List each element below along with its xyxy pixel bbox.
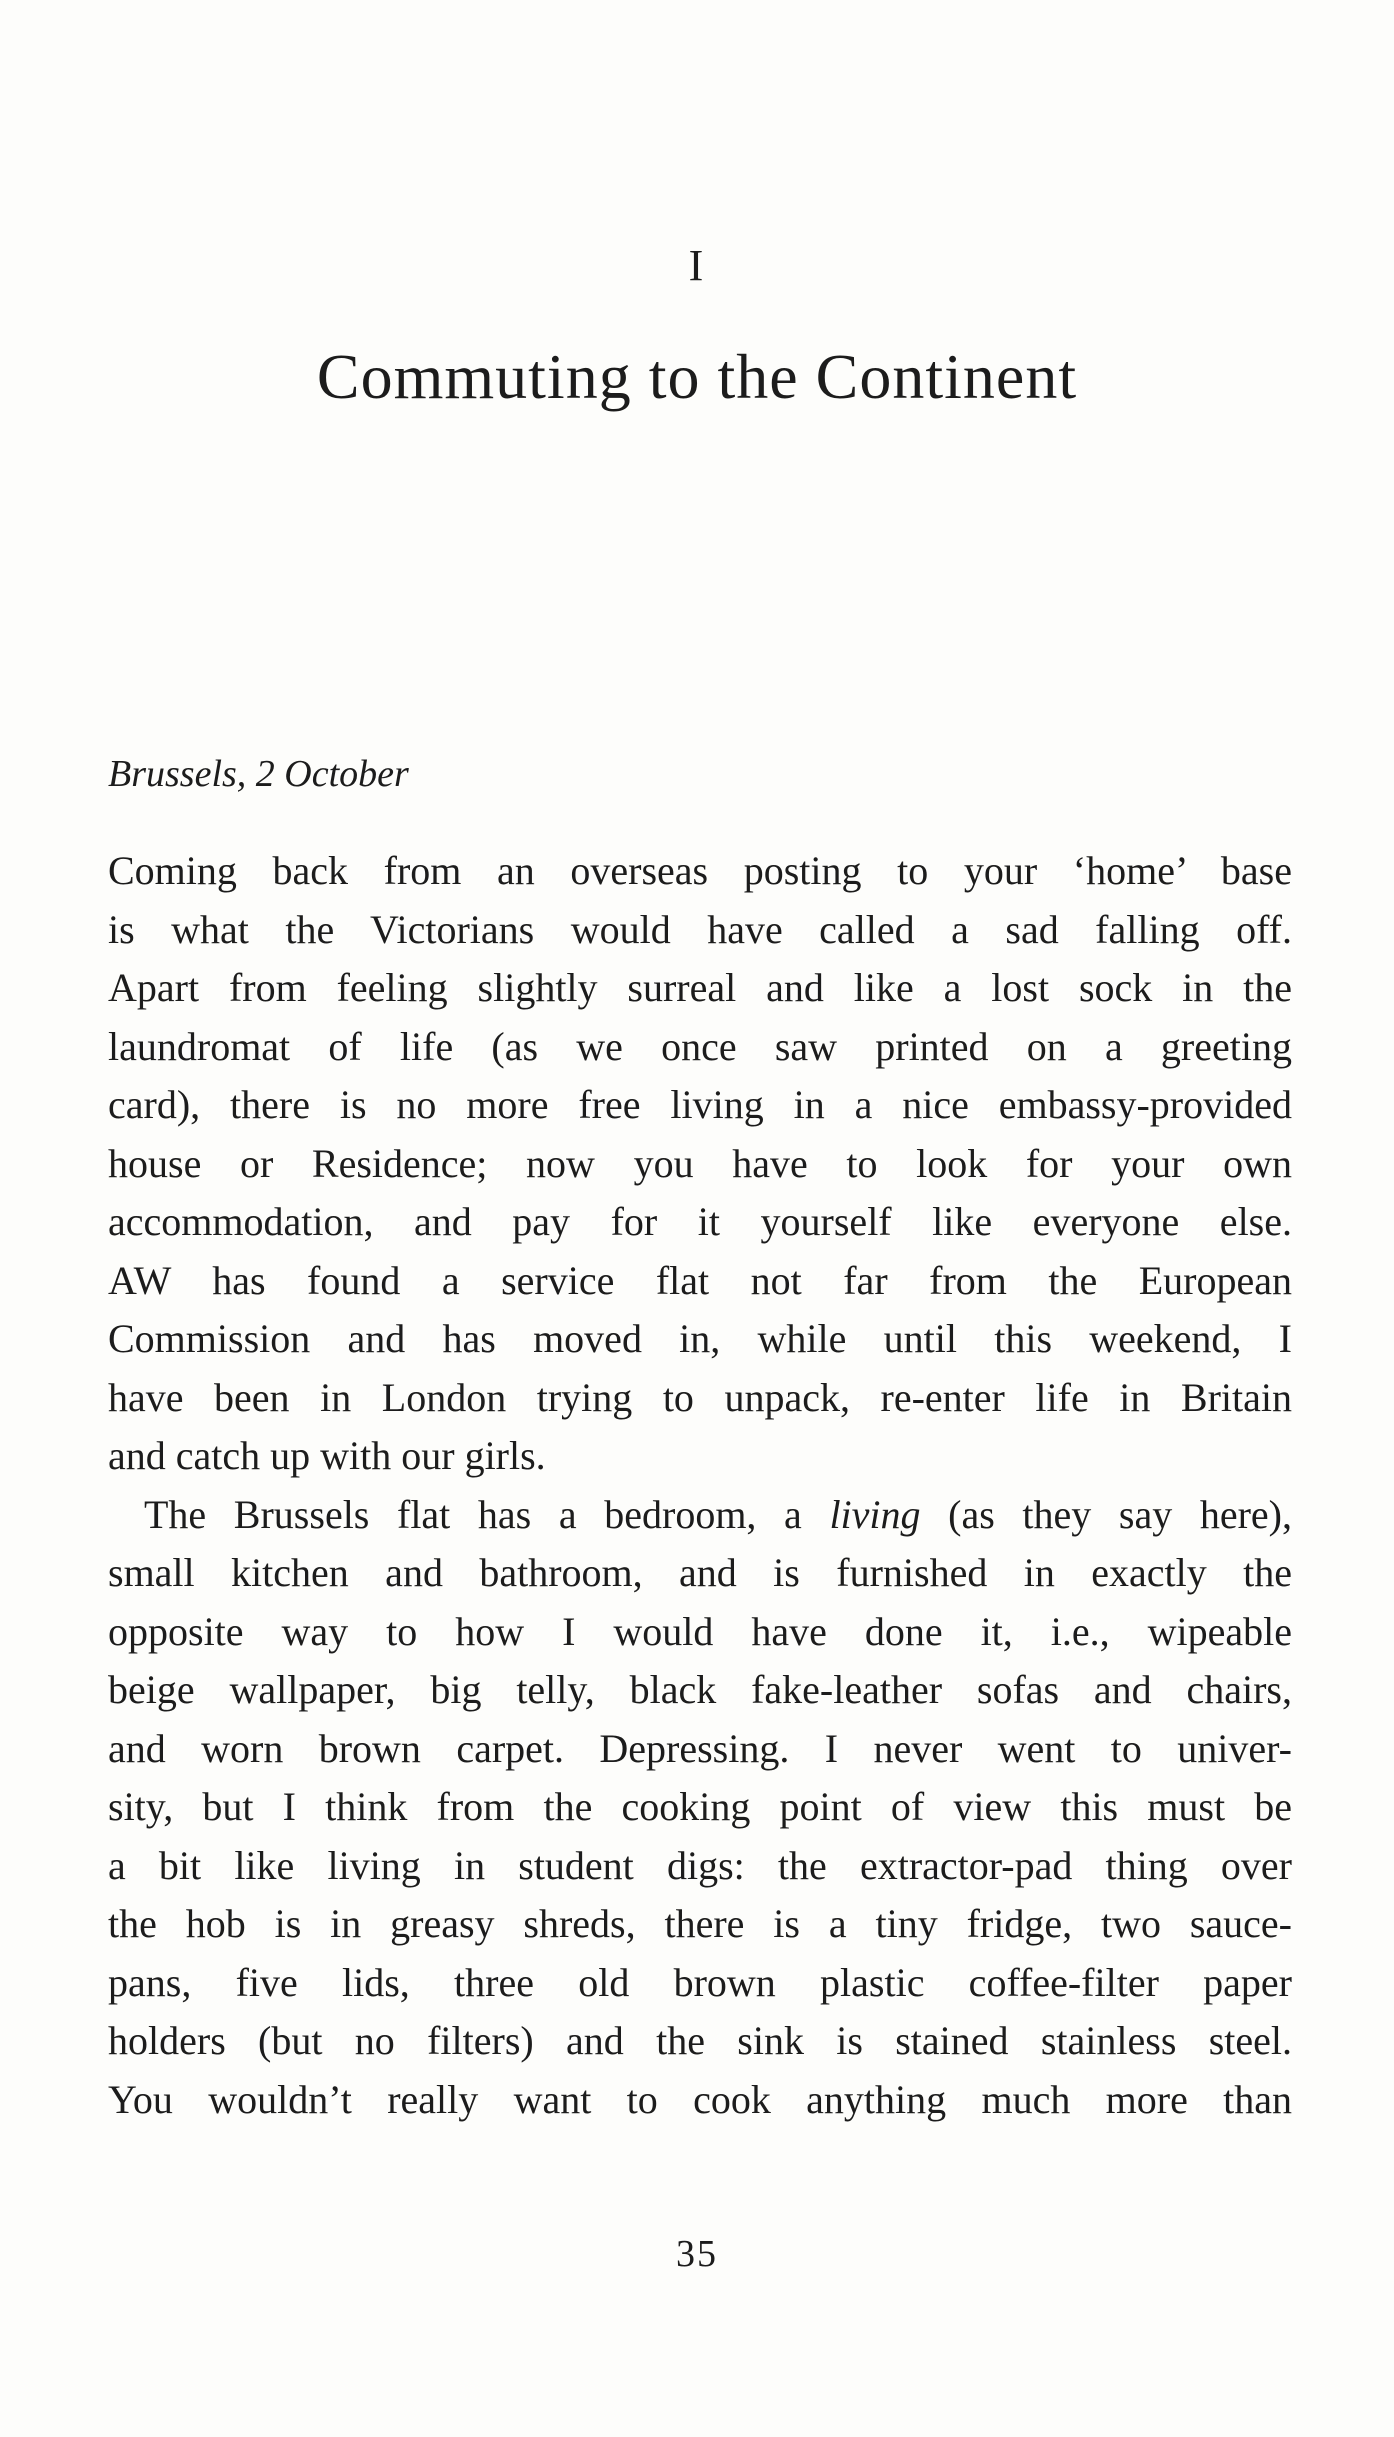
text-line: opposite way to how I would have done it, i.e., wipeable [108, 1608, 1292, 1654]
text-line: accommodation, and pay for it yourself like everyone else. [108, 1199, 1292, 1244]
text-line: Commission and has moved in, while until this weekend, I [108, 1316, 1292, 1361]
text-line: sity, but I think from the cooking point of view this must be [108, 1784, 1292, 1829]
text-line: pans, five lids, three old brown plastic coffee-filter paper [108, 1959, 1292, 2005]
italic-word: living [829, 1491, 921, 1537]
text-line [108, 1486, 1292, 1545]
text-line: house or Residence; now you have to look for your own [108, 1140, 1292, 1186]
chapter-number: I [688, 241, 706, 290]
text-line: is what the Victorians would have called a sad falling off. [108, 906, 1292, 952]
text-line: Coming back from an overseas posting to your ‘home’ base [108, 848, 1292, 893]
page-number: 35 [676, 2233, 718, 2275]
chapter-title: Commuting to the Continent [316, 341, 1078, 412]
text-line: You wouldn’t really want to cook anything much more than [108, 2076, 1292, 2122]
text-line: have been in London trying to unpack, re-enter life in Britain [108, 1374, 1292, 1420]
text-line: AW has found a service flat not far from the European [108, 1257, 1292, 1303]
text-line: the hob is in greasy shreds, there is a tiny fridge, two sauce- [108, 1901, 1292, 1946]
text-line: laundromat of life (as we once saw printed on a greeting [108, 1023, 1292, 1069]
text-line: card), there is no more free living in a nice embassy-provided [108, 1082, 1292, 1127]
dateline: Brussels, 2 October [108, 753, 409, 795]
text-line: holders (but no filters) and the sink is stained stainless steel. [108, 2018, 1292, 2063]
text-line: small kitchen and bathroom, and is furnished in exactly the [108, 1550, 1292, 1595]
text-line: Apart from feeling slightly surreal and like a lost sock in the [108, 965, 1292, 1010]
text-line: and worn brown carpet. Depressing. I never went to univer- [108, 1725, 1292, 1771]
text-line: and catch up with our girls. [108, 1433, 546, 1478]
text-segment: The Brussels flat has a bedroom, a [144, 1491, 830, 1537]
text-segment: (as they say here), [920, 1491, 1292, 1537]
text-line: beige wallpaper, big telly, black fake-leather sofas and chairs, [108, 1667, 1292, 1712]
text-line: a bit like living in student digs: the extractor-pad thing over [108, 1842, 1292, 1888]
body-text [108, 842, 1292, 2129]
